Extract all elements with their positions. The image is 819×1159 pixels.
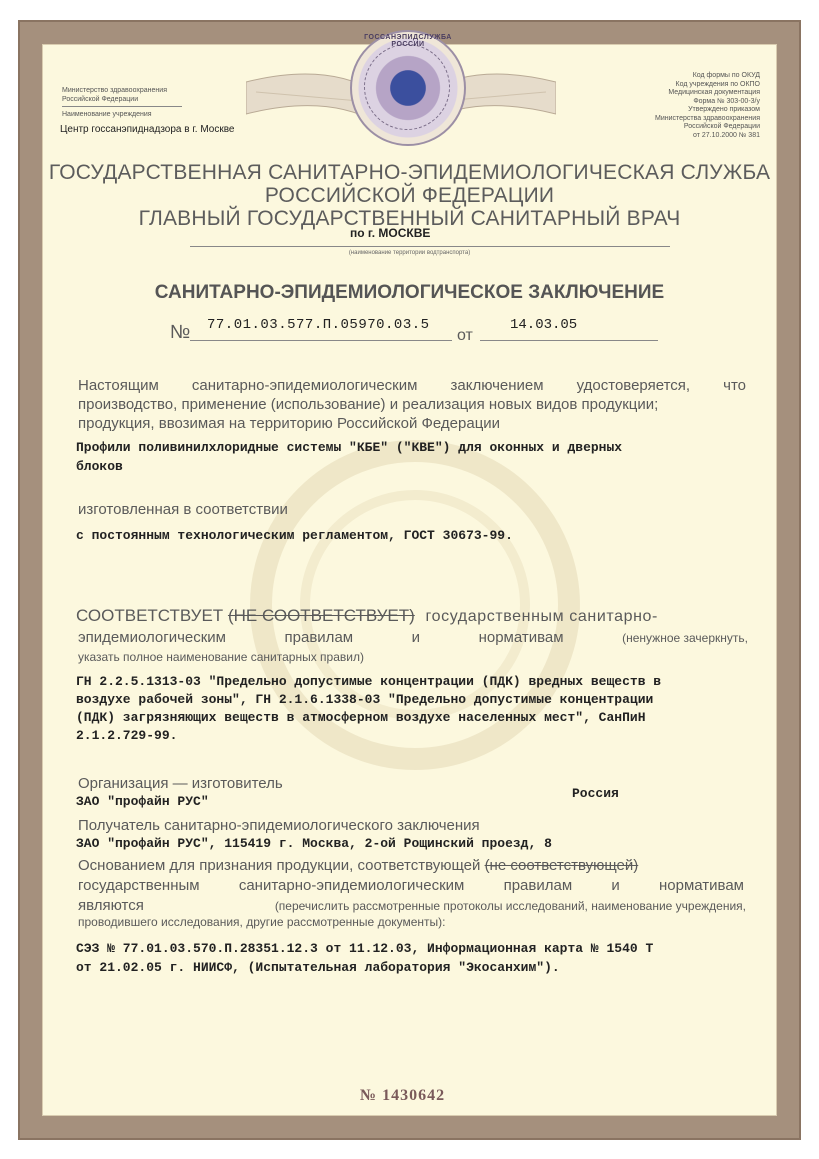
header-order-date: от 27.10.2000 № 381	[692, 131, 760, 139]
hologram-seal	[350, 30, 466, 146]
header-approved: Утверждено приказом	[688, 106, 760, 113]
seal-text: ГОССАНЭПИДСЛУЖБА РОССИИ	[364, 34, 452, 48]
made-label: изготовленная в соответствии	[78, 501, 288, 518]
basis-line-2: государственным санитарно-эпидемиологическим правилам и нормативам	[78, 877, 744, 894]
conclusion-number: 77.01.03.577.П.05970.03.5	[207, 317, 430, 333]
header-center: Центр госсанэпиднадзора в г. Москве	[60, 124, 235, 135]
conclusion-date: 14.03.05	[510, 317, 578, 333]
norms-line-2: воздухе рабочей зоны", ГН 2.1.6.1338-03 "Предельно допустимые концентрации	[76, 692, 654, 707]
header-left-rule	[62, 106, 182, 107]
basis-are: являются	[78, 897, 144, 914]
intro-line-2: производство, применение (использование) и реализация новых видов продукции;	[78, 396, 659, 413]
header-federation: Российской Федерации	[62, 96, 139, 103]
header-institution-label: Наименование учреждения	[62, 111, 152, 118]
rules-word-4: нормативам	[478, 629, 564, 646]
territory-rule	[190, 246, 670, 247]
basis-line-3	[78, 897, 746, 914]
recipient-label: Получатель санитарно-эпидемиологического заключения	[78, 817, 480, 834]
recipient-value: ЗАО "профайн РУС", 115419 г. Москва, 2-ой Рощинский проезд, 8	[76, 836, 552, 851]
docs-line-1: СЭЗ № 77.01.03.570.П.28351.12.3 от 11.12.03, Информационная карта № 1540 Т	[76, 941, 654, 956]
rules-line	[78, 629, 748, 646]
header-okud: Код формы по ОКУД	[692, 72, 760, 79]
header-federation-right: Российской Федерации	[683, 123, 760, 130]
basis-struck: (не соответствующей)	[484, 857, 639, 874]
intro-line-1: Настоящим санитарно-эпидемиологическим заключением удостоверяется, что	[78, 377, 746, 394]
title-line-3: ГЛАВНЫЙ ГОСУДАРСТВЕННЫЙ САНИТАРНЫЙ ВРАЧ	[138, 207, 681, 230]
conforms-rest: государственным санитарно-	[425, 608, 658, 625]
not-conforms-struck: (НЕ СООТВЕТСТВУЕТ)	[227, 606, 415, 625]
rules-word-2: правилам	[284, 629, 354, 646]
product-line-1: Профили поливинилхлоридные системы "КБЕ" ("КВЕ") для оконных и дверных	[76, 440, 623, 455]
conforms-line	[76, 606, 658, 626]
header-ministry-right: Министерства здравоохранения	[655, 114, 760, 122]
header-right-block	[560, 72, 760, 140]
seal-inner-ring	[364, 44, 450, 130]
title-territory: по г. МОСКВЕ	[350, 226, 431, 240]
org-name: ЗАО "профайн РУС"	[76, 794, 209, 809]
norms-line-4: 2.1.2.729-99.	[76, 728, 178, 743]
number-rule	[190, 340, 452, 341]
basis-text-1: Основанием для признания продукции, соответствующей	[78, 857, 481, 874]
norms-line-1: ГН 2.2.5.1313-03 "Предельно допустимые концентрации (ПДК) вредных веществ в	[76, 674, 662, 689]
rules-word-1: эпидемиологическим	[78, 629, 226, 646]
territory-caption: (наименование территории водтранспорта)	[348, 250, 471, 256]
intro-line-3: продукция, ввозимая на территорию Российской Федерации	[78, 415, 501, 432]
product-line-2: блоков	[76, 459, 123, 474]
date-label: от	[457, 327, 473, 344]
title-line-2: РОССИЙСКОЙ ФЕДЕРАЦИИ	[264, 184, 555, 207]
basis-note-1: (перечислить рассмотренные протоколы исследований, наименование учреждения,	[274, 899, 746, 913]
date-rule	[480, 340, 658, 341]
number-label: №	[170, 322, 191, 343]
rules-note-1: (ненужное зачеркнуть,	[622, 631, 748, 645]
org-label: Организация — изготовитель	[78, 775, 283, 792]
made-value: с постоянным технологическим регламентом, ГОСТ 30673-99.	[76, 528, 513, 543]
norms-line-3: (ПДК) загрязняющих веществ в атмосферном воздухе населенных мест", СанПиН	[76, 710, 646, 725]
serial-number: № 1430642	[360, 1087, 446, 1104]
rules-word-3: и	[411, 629, 421, 646]
header-ministry: Министерство здравоохранения	[62, 87, 167, 94]
header-med-doc: Медицинская документация	[668, 89, 760, 96]
rules-note-2: указать полное наименование санитарных правил)	[78, 650, 364, 664]
header-okpo: Код учреждения по ОКПО	[675, 80, 760, 88]
title-line-1: ГОСУДАРСТВЕННАЯ САНИТАРНО-ЭПИДЕМИОЛОГИЧЕСКАЯ СЛУЖБА	[48, 161, 771, 184]
basis-line-1	[78, 857, 638, 874]
conclusion-heading: САНИТАРНО-ЭПИДЕМИОЛОГИЧЕСКОЕ ЗАКЛЮЧЕНИЕ	[154, 282, 665, 303]
docs-line-2: от 21.02.05 г. НИИСФ, (Испытательная лаборатория "Экосанхим").	[76, 960, 560, 975]
org-country: Россия	[572, 786, 619, 801]
header-form: Форма № 303-00-3/у	[693, 97, 760, 105]
basis-note-2: проводившего исследования, другие рассмотренные документы):	[78, 915, 446, 929]
conforms-text: СООТВЕТСТВУЕТ	[76, 606, 224, 625]
